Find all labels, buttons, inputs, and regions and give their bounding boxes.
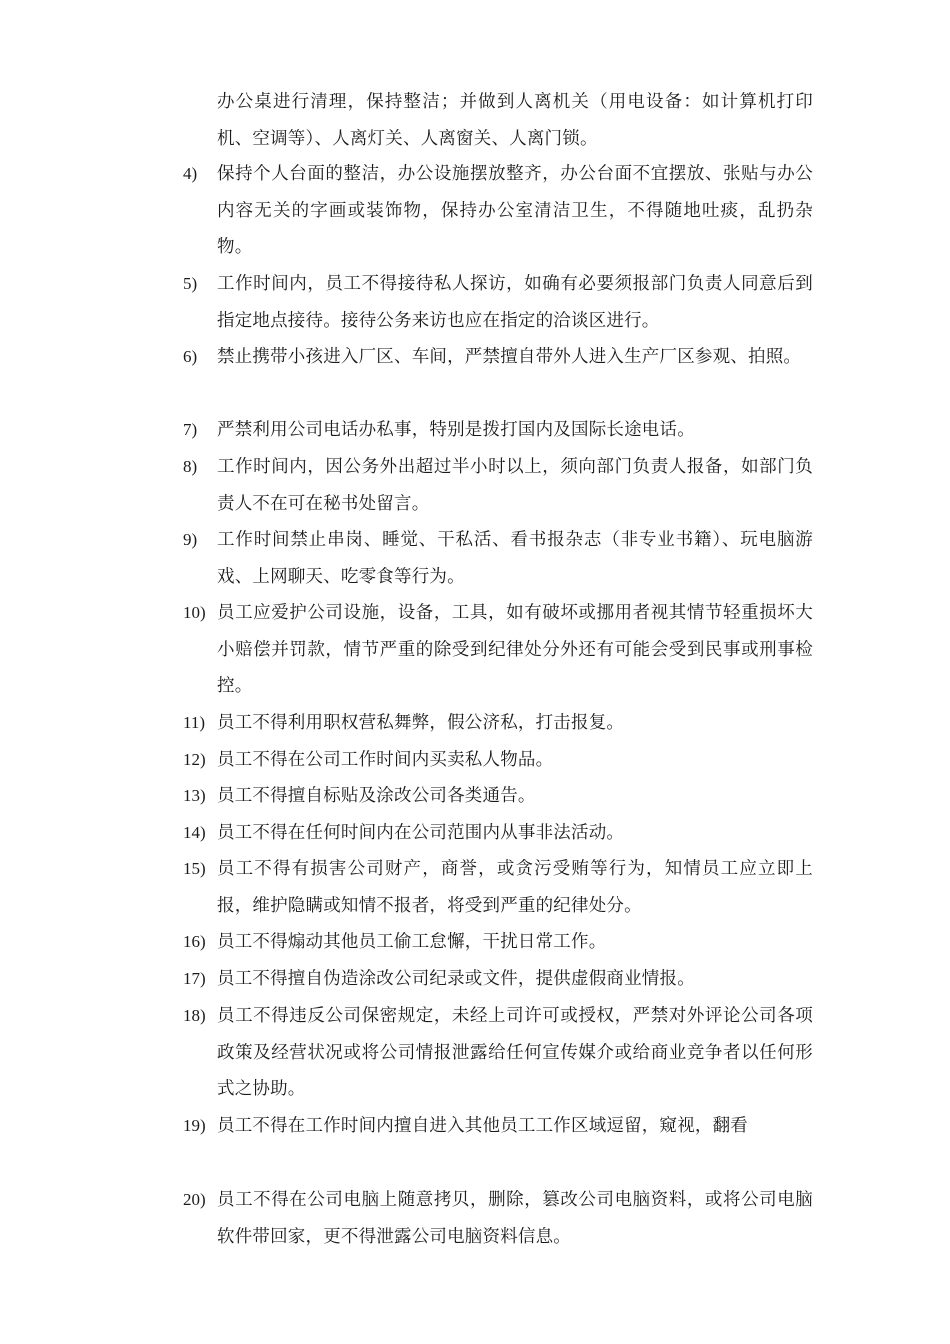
item-number: 18) — [183, 1006, 206, 1025]
item-number: 6) — [183, 347, 198, 366]
item-text: 员工不得擅自伪造涂改公司纪录或文件，提供虚假商业情报。 — [217, 969, 695, 989]
item-text: 保持个人台面的整洁，办公设施摆放整齐，办公台面不宜摆放、张贴与办公内容无关的字画或装饰物，保持办公室清洁卫生，不得随地吐痰，乱扔杂物。 — [217, 164, 813, 257]
item-number: 7) — [183, 420, 198, 439]
item-text: 工作时间内，因公务外出超过半小时以上，须向部门负责人报备，如部门负责人不在可在秘书处留言。 — [217, 457, 813, 514]
list-item — [183, 998, 813, 1108]
item-text: 严禁利用公司电话办私事，特别是拨打国内及国际长途电话。 — [217, 420, 695, 440]
list-item — [183, 595, 813, 705]
item-number: 17) — [183, 969, 206, 988]
item-number: 9) — [183, 530, 198, 549]
list-item — [183, 815, 813, 852]
item-text: 禁止携带小孩进入厂区、车间，严禁擅自带外人进入生产厂区参观、拍照。 — [217, 347, 802, 367]
item-text: 办公桌进行清理，保持整洁；并做到人离机关（用电设备：如计算机打印机、空调等）、人离灯关、人离窗关、人离门锁。 — [217, 92, 813, 149]
list-item — [183, 156, 813, 266]
item-text: 员工不得煽动其他员工偷工怠懈，干扰日常工作。 — [217, 932, 607, 952]
list-item — [183, 924, 813, 961]
item-number: 15) — [183, 859, 206, 878]
item-text: 员工不得擅自标贴及涂改公司各类通告。 — [217, 786, 536, 806]
item-text: 员工不得在工作时间内擅自进入其他员工工作区域逗留，窥视，翻看 — [217, 1116, 748, 1136]
item-text: 员工不得在任何时间内在公司范围内从事非法活动。 — [217, 823, 625, 843]
item-number: 16) — [183, 932, 206, 951]
list-item — [183, 851, 813, 924]
item-number: 12) — [183, 750, 206, 769]
item-number: 11) — [183, 713, 206, 732]
item-text: 工作时间禁止串岗、睡觉、干私活、看书报杂志（非专业书籍）、玩电脑游戏、上网聊天、吃零食等行为。 — [217, 530, 813, 587]
item-text: 员工应爱护公司设施，设备，工具，如有破坏或挪用者视其情节轻重损坏大小赔偿并罚款，情节严重的除受到纪律处分外还有可能会受到民事或刑事检控。 — [217, 603, 813, 696]
item-text: 员工不得利用职权营私舞弊，假公济私，打击报复。 — [217, 713, 625, 733]
list-item — [183, 266, 813, 339]
item-number: 20) — [183, 1190, 206, 1209]
item-number: 8) — [183, 457, 198, 476]
item-number — [183, 84, 217, 157]
item-number: 10) — [183, 603, 206, 622]
list-item — [183, 705, 813, 742]
item-text: 工作时间内，员工不得接待私人探访，如确有必要须报部门负责人同意后到指定地点接待。接待公务来访也应在指定的洽谈区进行。 — [217, 274, 813, 331]
list-item — [183, 742, 813, 779]
item-number: 4) — [183, 164, 198, 183]
item-text: 员工不得在公司工作时间内买卖私人物品。 — [217, 750, 554, 770]
item-number: 19) — [183, 1116, 206, 1135]
list-item — [183, 778, 813, 815]
list-item — [183, 1182, 813, 1255]
list-item — [183, 1108, 813, 1145]
item-number: 14) — [183, 823, 206, 842]
list-item — [183, 339, 813, 376]
item-text: 员工不得违反公司保密规定，未经上司许可或授权，严禁对外评论公司各项政策及经营状况或将公司情报泄露给任何宣传媒介或给商业竞争者以任何形式之协助。 — [217, 1006, 813, 1099]
item-text: 员工不得在公司电脑上随意拷贝，删除，篡改公司电脑资料，或将公司电脑软件带回家，更不得泄露公司电脑资料信息。 — [217, 1190, 813, 1247]
list-item — [183, 412, 813, 449]
list-item — [183, 84, 813, 157]
list-item — [183, 961, 813, 998]
list-item — [183, 449, 813, 522]
item-number: 13) — [183, 786, 206, 805]
item-number: 5) — [183, 274, 198, 293]
list-item — [183, 522, 813, 595]
item-text: 员工不得有损害公司财产，商誉，或贪污受贿等行为，知情员工应立即上报，维护隐瞒或知情不报者，将受到严重的纪律处分。 — [217, 859, 813, 916]
